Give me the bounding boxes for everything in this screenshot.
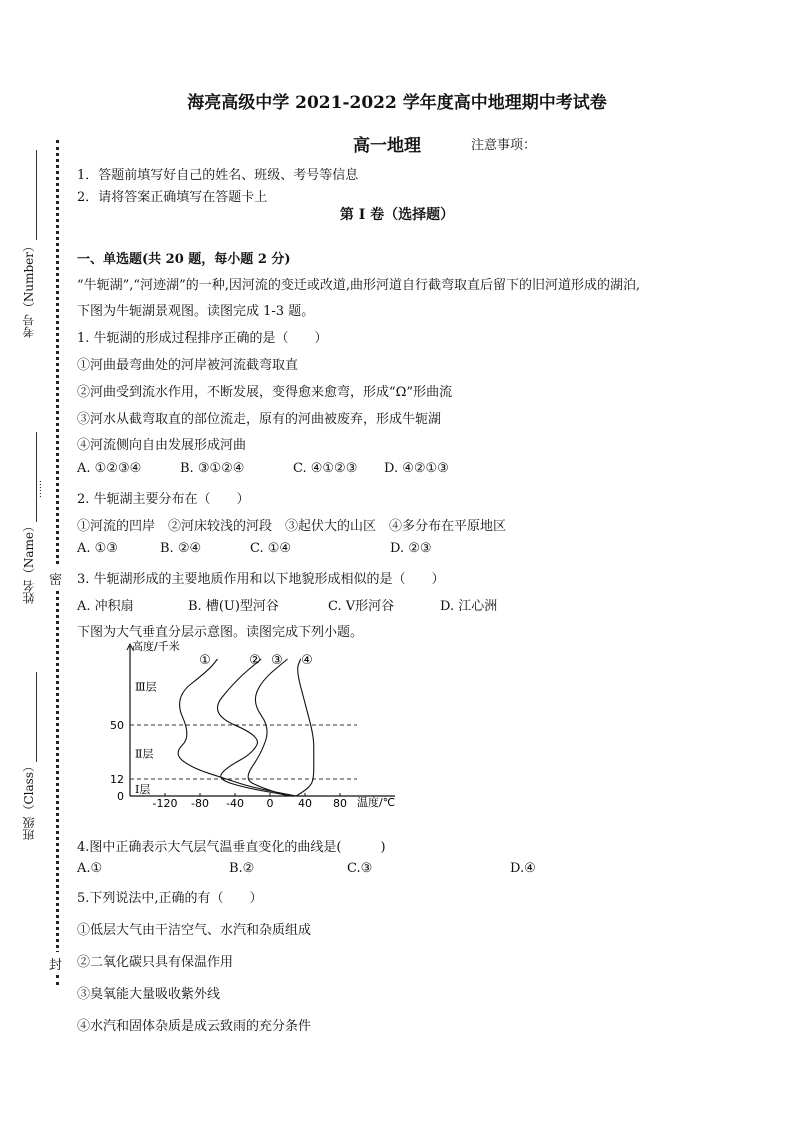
notice-label: 注意事项： — [471, 138, 537, 153]
series-label: ② — [249, 653, 261, 668]
answer-option: B. ③①②④ — [180, 461, 245, 476]
layer-label: Ⅰ层 — [135, 782, 151, 796]
question-item: ①河曲最弯曲处的河岸被河流截弯取直 — [77, 358, 299, 373]
series-label: ④ — [301, 653, 313, 668]
answer-option: D. ④②①③ — [384, 461, 449, 476]
series-curve — [248, 659, 287, 796]
series-curve — [218, 659, 292, 796]
atmosphere-chart — [95, 638, 435, 810]
answer-option: D. ②③ — [390, 541, 432, 556]
exam-title: 海亮高级中学 2021-2022 学年度高中地理期中考试卷 — [187, 93, 607, 113]
answer-option: B.② — [229, 861, 255, 876]
intro-text: “牛轭湖”,“河迹湖”的一种,因河流的变迁或改道,曲形河道自行截弯取直后留下的旧河道形成的湖泊, — [77, 278, 641, 293]
layer-label: Ⅱ层 — [135, 747, 154, 761]
class-label: 班级（Class） — [22, 760, 36, 841]
notice-item: 1．答题前填写好自己的姓名、班级、考号等信息 — [77, 168, 359, 183]
question-item: ③河水从截弯取直的部位流走，原有的河曲被废弃，形成牛轭湖 — [77, 412, 442, 427]
series-curve — [296, 659, 314, 796]
x-tick-label: 40 — [298, 797, 312, 810]
question-item: ④河流侧向自由发展形成河曲 — [77, 438, 247, 453]
question-item: ①河流的凹岸 ②河床较浅的河段 ③起伏大的山区 ④多分布在平原地区 — [77, 519, 507, 534]
layer-label: Ⅲ层 — [135, 680, 157, 694]
answer-option: C. V形河谷 — [328, 599, 395, 614]
x-tick-label: -120 — [152, 797, 178, 810]
question-stem: 2. 牛轭湖主要分布在（ ） — [77, 492, 250, 507]
question-stem: 1. 牛轭湖的形成过程排序正确的是（ ） — [77, 331, 328, 346]
x-axis-label: 温度/℃ — [357, 796, 396, 809]
question-item: ④水汽和固体杂质是成云致雨的充分条件 — [77, 1019, 312, 1034]
answer-option: A. ①③ — [77, 541, 118, 556]
seal-char-feng: 封 — [49, 952, 62, 975]
seal-dotted-line — [56, 140, 63, 985]
number-underline — [36, 150, 37, 240]
question-stem: 5.下列说法中,正确的有（ ） — [77, 891, 263, 906]
seal-char-mi: 密 — [49, 567, 62, 590]
part-heading: 一、单选题(共 20 题，每小题 2 分) — [77, 252, 291, 267]
answer-option: C. ①④ — [250, 541, 292, 556]
y-tick-label: 0 — [117, 790, 124, 803]
name-label: 姓名（Name） — [22, 520, 36, 605]
x-tick-label: -80 — [191, 797, 209, 810]
x-tick-label: 80 — [333, 797, 347, 810]
question-stem: 3. 牛轭湖形成的主要地质作用和以下地貌形成相似的是（ ） — [77, 572, 445, 587]
y-axis-label: 高度/千米 — [132, 640, 180, 653]
question-item: ②河曲受到流水作用，不断发展，变得愈来愈弯，形成“Ω”形曲流 — [77, 385, 453, 400]
y-tick-label: 50 — [110, 719, 124, 732]
series-label: ① — [199, 653, 211, 668]
section-title: 第 I 卷（选择题） — [339, 207, 455, 223]
question-item: ①低层大气由干洁空气、水汽和杂质组成 — [77, 923, 312, 938]
question-item: ③臭氧能大量吸收紫外线 — [77, 987, 221, 1002]
x-tick-label: -40 — [226, 797, 244, 810]
margin-quote-mark: …… — [34, 480, 44, 498]
y-tick-label: 12 — [110, 773, 124, 786]
series-label: ③ — [271, 653, 283, 668]
question-stem: 4.图中正确表示大气层气温垂直变化的曲线是( ) — [77, 840, 386, 855]
answer-option: C.③ — [347, 861, 373, 876]
answer-option: D.④ — [510, 861, 536, 876]
exam-subtitle: 高一地理 — [353, 136, 421, 156]
chart-intro: 下图为大气垂直分层示意图。读图完成下列小题。 — [77, 625, 364, 640]
name-underline — [36, 432, 37, 522]
answer-option: A. ①②③④ — [77, 461, 142, 476]
number-label: 考号（Number） — [22, 240, 36, 339]
notice-item: 2．请将答案正确填写在答题卡上 — [77, 190, 268, 205]
question-item: ②二氧化碳只具有保温作用 — [77, 955, 234, 970]
answer-option: B. ②④ — [160, 541, 202, 556]
answer-option: A. 冲积扇 — [77, 599, 134, 614]
intro-text: 下图为牛轭湖景观图。读图完成 1-3 题。 — [77, 304, 315, 319]
answer-option: A.① — [77, 861, 103, 876]
x-tick-label: 0 — [266, 797, 274, 810]
class-underline — [36, 672, 37, 762]
answer-option: D. 江心洲 — [440, 599, 498, 614]
answer-option: C. ④①②③ — [293, 461, 358, 476]
answer-option: B. 槽(U)型河谷 — [188, 599, 279, 614]
